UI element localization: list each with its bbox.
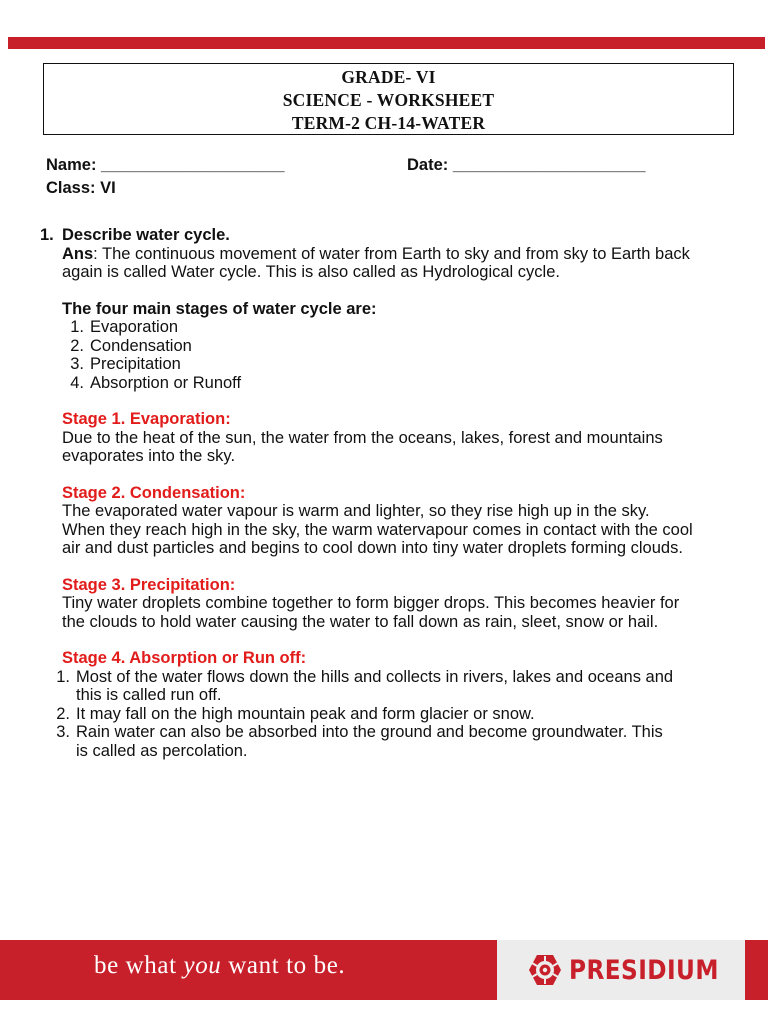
list-item: 3. Rain water can also be absorbed into the ground and become groundwater. This is called as percolation. <box>56 723 663 760</box>
stage1-title: Stage 1. Evaporation: <box>62 410 231 428</box>
stages-list <box>40 318 740 392</box>
list-item: 2. Condensation <box>70 336 192 355</box>
name-field: Name: ____________________ <box>46 156 285 174</box>
footer-banner <box>0 940 768 1000</box>
presidium-logo <box>527 953 743 987</box>
question-line <box>40 226 740 245</box>
stage2-text: The evaporated water vapour is warm and lighter, so they rise high up in the sky. When they reach high in the sky, the warm watervapour comes in contact with the cool air and dust particles and begins to cool down into tiny water droplets forming clouds. <box>62 502 693 557</box>
stages-heading: The four main stages of water cycle are: <box>62 299 377 318</box>
tagline: be what you want to be. <box>94 952 346 979</box>
list-item: 3. Precipitation <box>70 355 181 373</box>
grade-title: GRADE- VI <box>341 67 436 87</box>
list-item: 1. Most of the water flows down the hills and collects in rivers, lakes and oceans and this is called run off. <box>56 667 674 704</box>
stage3-text: Tiny water droplets combine together to form bigger drops. This becomes heavier for the clouds to hold water causing the water to fall down as rain, sleet, snow or hail. <box>62 594 680 631</box>
list-item: 2. It may fall on the high mountain peak and form glacier or snow. <box>56 704 535 723</box>
list-item: 4. Absorption or Runoff <box>70 373 242 392</box>
stage3-title: Stage 3. Precipitation: <box>62 575 236 594</box>
stage2-title: Stage 2. Condensation: <box>62 483 246 502</box>
question-text: Describe water cycle. <box>62 226 230 244</box>
stage1-text: Due to the heat of the sun, the water from the oceans, lakes, forest and mountains evaporates into the sky. <box>62 428 663 465</box>
footer-red-edge <box>745 940 768 1000</box>
stage4-title: Stage 4. Absorption or Run off: <box>62 649 307 667</box>
worksheet-title-box <box>43 63 734 135</box>
date-field: Date: _____________________ <box>407 156 646 174</box>
ans-text: : The continuous movement of water from Earth to sky and from sky to Earth back <box>93 244 690 263</box>
top-red-bar <box>8 37 765 49</box>
presidium-wordmark: PRESIDIUM <box>569 954 719 986</box>
subject-title: SCIENCE - WORKSHEET <box>282 90 495 110</box>
runoff-list <box>40 668 740 761</box>
class-field: Class: VI <box>46 179 116 197</box>
ans-label: Ans <box>62 244 94 263</box>
footer-tagline-panel <box>0 940 497 1000</box>
question-number: 1. <box>40 226 54 244</box>
term-title: TERM-2 CH-14-WATER <box>291 113 486 133</box>
ans-text-line-2: again is called Water cycle. This is also called as Hydrological cycle. <box>62 263 560 281</box>
footer-logo-panel <box>497 940 768 1000</box>
answer-paragraph <box>62 245 740 282</box>
question-1 <box>40 226 740 760</box>
presidium-emblem-icon <box>527 953 563 987</box>
list-item: 1. Evaporation <box>70 318 179 336</box>
